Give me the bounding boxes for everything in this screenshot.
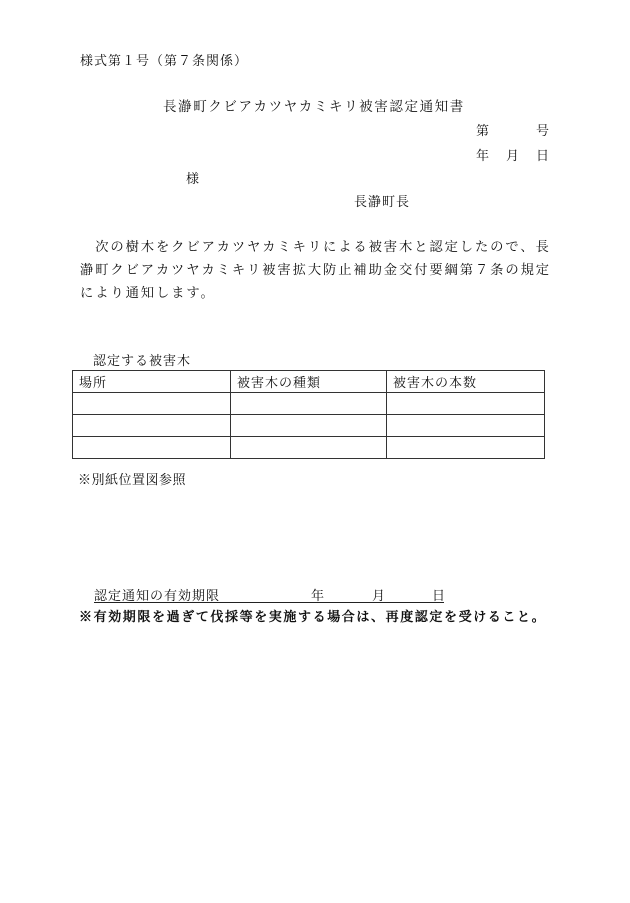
notice-body-line: により通知します。	[80, 286, 216, 301]
table-cell	[387, 437, 545, 459]
number-prefix: 第	[476, 124, 490, 139]
notice-body-line: 次の樹木をクビアカツヤカミキリによる被害木と認定したので、長	[80, 240, 551, 255]
validity-month-label: 月	[372, 589, 386, 604]
date-month-label: 月	[506, 149, 520, 164]
validity-label: 認定通知の有効期限	[94, 589, 221, 604]
damaged-trees-table	[72, 370, 545, 459]
column-header-tree-count: 被害木の本数	[387, 371, 545, 393]
form-number: 様式第１号（第７条関係）	[80, 54, 249, 69]
validity-day-label: 日	[432, 589, 446, 604]
date-day-label: 日	[536, 149, 550, 164]
recipient-honorific: 様	[186, 172, 200, 187]
table-cell	[73, 393, 231, 415]
document-title: 長瀞町クビアカツヤカミキリ被害認定通知書	[163, 99, 465, 115]
validity-underline	[94, 602, 444, 603]
table-row	[73, 393, 545, 415]
column-header-tree-type: 被害木の種類	[231, 371, 387, 393]
date-year-label: 年	[476, 149, 490, 164]
notice-body-line: 瀞町クビアカツヤカミキリ被害拡大防止補助金交付要綱第７条の規定	[80, 263, 551, 278]
notice-body	[80, 236, 558, 305]
table-header-row	[73, 371, 545, 393]
table-cell	[231, 415, 387, 437]
table-cell	[231, 393, 387, 415]
table-note: ※別紙位置図参照	[78, 473, 187, 488]
table-row	[73, 415, 545, 437]
table-cell	[231, 437, 387, 459]
table-cell	[73, 415, 231, 437]
table-cell	[73, 437, 231, 459]
table-cell	[387, 415, 545, 437]
column-header-location: 場所	[73, 371, 231, 393]
number-suffix: 号	[536, 124, 550, 139]
validity-year-label: 年	[311, 589, 325, 604]
table-cell	[387, 393, 545, 415]
issuer-name: 長瀞町長	[354, 195, 411, 210]
table-row	[73, 437, 545, 459]
table-caption: 認定する被害木	[93, 354, 192, 369]
validity-caution: ※有効期限を過ぎて伐採等を実施する場合は、再度認定を受けること。	[79, 610, 547, 625]
